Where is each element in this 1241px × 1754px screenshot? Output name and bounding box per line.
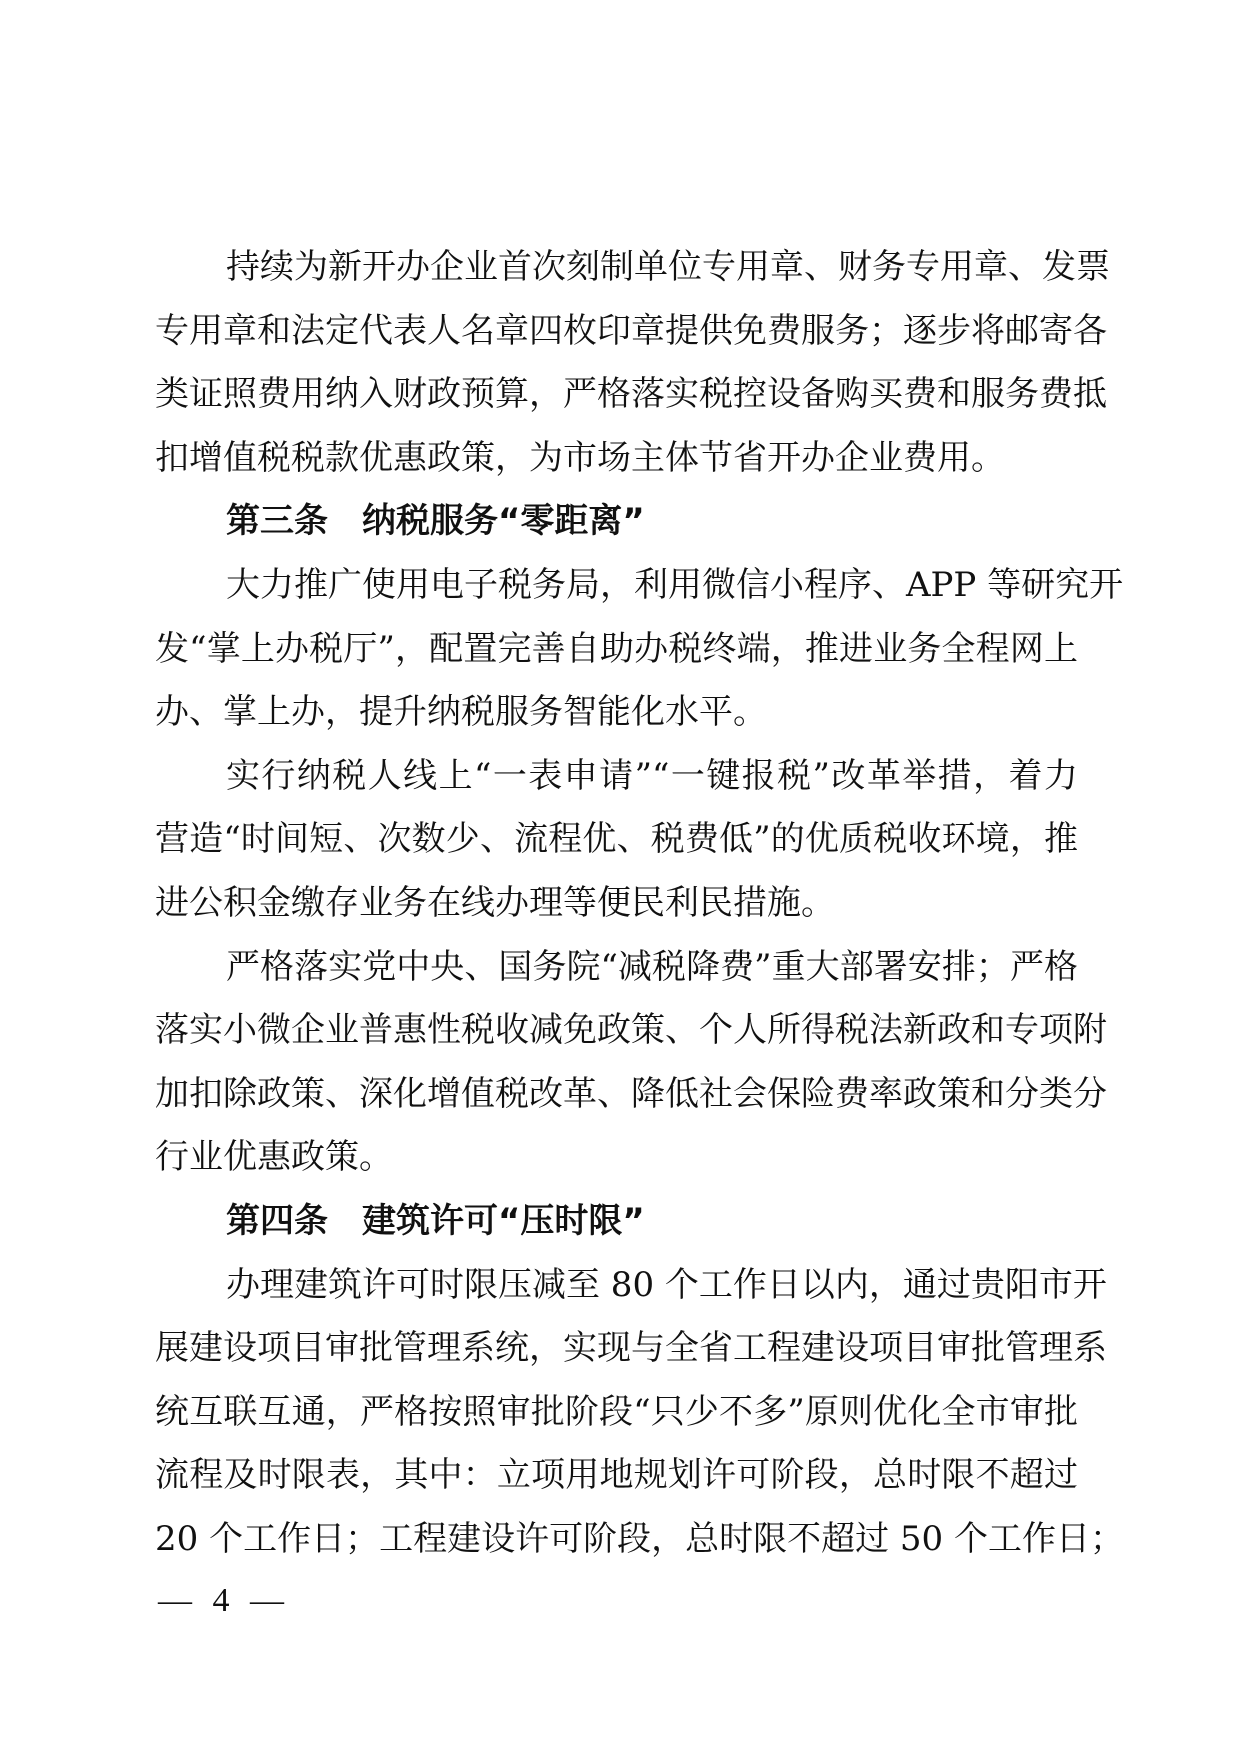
text-line: 严格落实党中央、国务院“减税降费”重大部署安排；严格 <box>226 946 1078 987</box>
paragraph <box>155 745 1078 936</box>
text-line: 大力推广使用电子税务局，利用微信小程序、APP 等研究开 <box>226 564 1124 605</box>
page-number: — 4 — <box>158 1582 290 1619</box>
text-line: 第四条 建筑许可“压时限” <box>226 1200 645 1241</box>
text-line: 进公积金缴存业务在线办理等便民利民措施。 <box>155 882 835 923</box>
text-line: 营造“时间短、次数少、流程优、税费低”的优质税收环境，推 <box>155 819 1078 860</box>
text-line: 统互联互通，严格按照审批阶段“只少不多”原则优化全市审批 <box>155 1391 1078 1432</box>
text-line: 扣增值税税款优惠政策，为市场主体节省开办企业费用。 <box>155 437 1005 478</box>
paragraph <box>155 1254 1124 1572</box>
text-line: 办理建筑许可时限压减至 80 个工作日以内，通过贵阳市开 <box>226 1264 1107 1305</box>
paragraph <box>155 936 1107 1190</box>
text-line: 类证照费用纳入财政预算，严格落实税控设备购买费和服务费抵 <box>155 374 1107 415</box>
text-line: 展建设项目审批管理系统，实现与全省工程建设项目审批管理系 <box>155 1328 1107 1369</box>
text-line: 发“掌上办税厅”，配置完善自助办税终端，推进业务全程网上 <box>155 628 1078 669</box>
paragraph <box>155 554 1124 745</box>
text-line: 持续为新开办企业首次刻制单位专用章、财务专用章、发票 <box>226 247 1110 287</box>
text-line: 加扣除政策、深化增值税改革、降低社会保险费率政策和分类分 <box>155 1073 1107 1114</box>
text-line: 办、掌上办，提升纳税服务智能化水平。 <box>155 692 767 733</box>
section-heading <box>155 490 1078 554</box>
text-line: 20 个工作日；工程建设许可阶段，总时限不超过 50 个工作日； <box>155 1518 1124 1559</box>
text-line: 流程及时限表，其中：立项用地规划许可阶段，总时限不超过 <box>155 1455 1078 1496</box>
text-line: 第三条 纳税服务“零距离” <box>226 501 645 542</box>
paragraph <box>155 236 1110 490</box>
text-line: 落实小微企业普惠性税收减免政策、个人所得税法新政和专项附 <box>155 1010 1107 1051</box>
text-line: 专用章和法定代表人名章四枚印章提供免费服务；逐步将邮寄各 <box>155 310 1107 351</box>
section-heading <box>155 1190 1078 1254</box>
text-line: 行业优惠政策。 <box>155 1137 393 1178</box>
text-line: 实行纳税人线上“一表申请”“一键报税”改革举措，着力 <box>226 755 1078 796</box>
document-body <box>155 236 1124 1571</box>
